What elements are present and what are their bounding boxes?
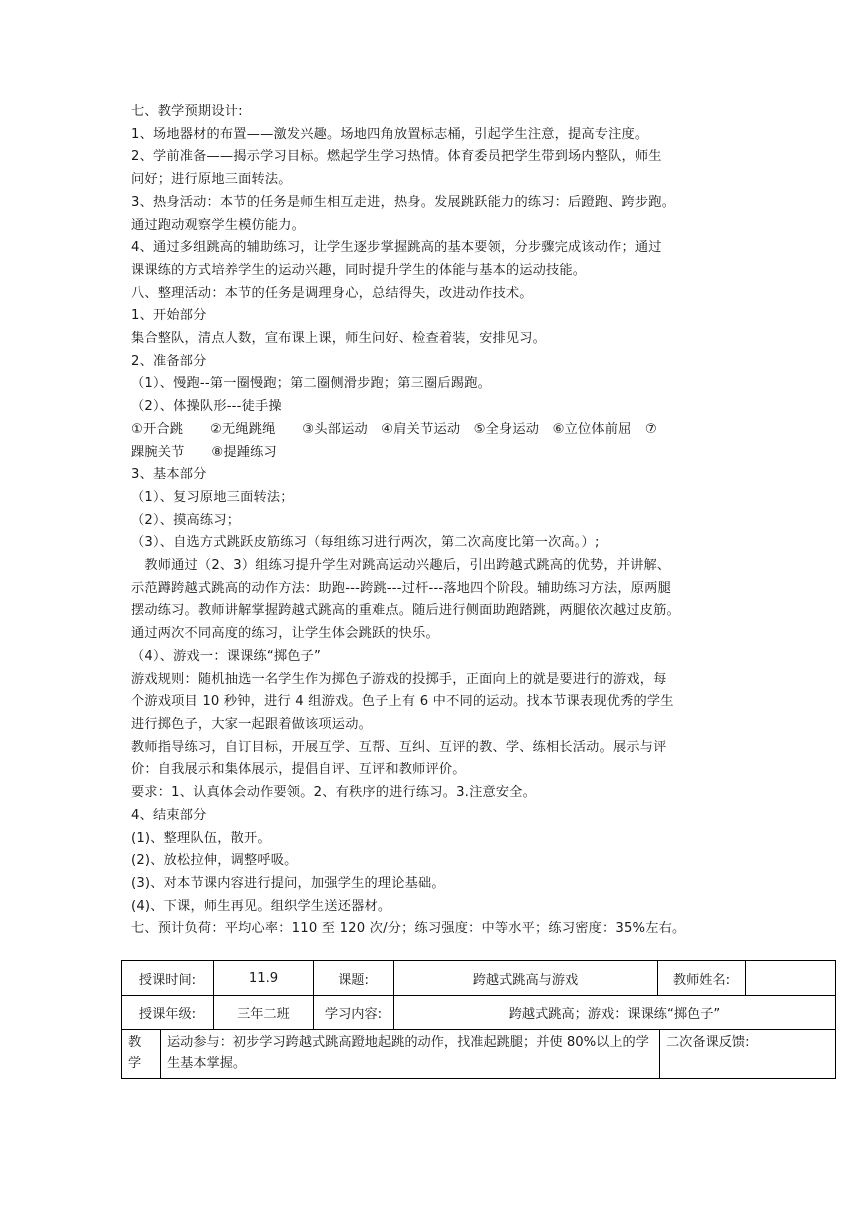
teacher-label: 教师姓名: <box>658 961 746 996</box>
text-line: 进行掷色子，大家一起跟着做该项运动。 <box>131 716 372 732</box>
text-line: （4）、游戏一：课课练“掷色子” <box>131 648 322 664</box>
text-line: (4)、下课，师生再见。组织学生送还器材。 <box>131 898 392 914</box>
lesson-info-table <box>121 960 836 1079</box>
text-line: 教师指导练习，自订目标，开展互学、互帮、互纠、互评的教、学、练相长活动。展示与评 <box>131 739 667 755</box>
text-line: 4、结束部分 <box>131 807 207 823</box>
content-value: 跨越式跳高；游戏：课课练“掷色子” <box>394 996 836 1030</box>
text-line: 3、热身活动：本节的任务是师生相互走进，热身。发展跳跃能力的练习：后蹬跑、跨步跑。 <box>131 194 676 210</box>
text-line: 要求：1、认真体会动作要领。2、有秩序的进行练习。3.注意安全。 <box>131 785 537 801</box>
text-line: 摆动练习。教师讲解掌握跨越式跳高的重难点。随后进行侧面助跑踏跳，两腿依次越过皮筋。 <box>131 603 680 619</box>
text-line: （2）、摸高练习； <box>131 512 241 528</box>
text-line: 七、预计负荷：平均心率：110 至 120 次/分；练习强度：中等水平；练习密度：35%左右。 <box>131 921 686 937</box>
text-line: 踝腕关节 ⑧提踵练习 <box>131 444 277 460</box>
text-line: （3）、自选方式跳跃皮筋练习（每组练习进行两次，第二次高度比第一次高。）; <box>131 535 600 551</box>
text-line: （2）、体操队形---徒手操 <box>131 399 282 415</box>
text-line: 七、教学预期设计: <box>131 104 243 119</box>
grade-value: 三年二班 <box>214 996 314 1030</box>
lesson-plan-text <box>131 101 781 941</box>
time-value: 11.9 <box>214 961 314 996</box>
text-line: 八、整理活动：本节的任务是调理身心，总结得失，改进动作技术。 <box>131 285 533 301</box>
text-line: (2)、放松拉伸，调整呼吸。 <box>131 853 298 869</box>
content-label: 学习内容: <box>314 996 394 1030</box>
text-line: (1)、整理队伍，散开。 <box>131 830 271 846</box>
text-line: 2、准备部分 <box>131 353 207 369</box>
text-line: 教师通过（2、3）组练习提升学生对跳高运动兴趣后，引出跨越式跳高的优势，并讲解、 <box>131 558 671 574</box>
feedback-label: 二次备课反馈: <box>666 1035 750 1050</box>
topic-label: 课题: <box>314 961 394 996</box>
topic-value: 跨越式跳高与游戏 <box>394 961 658 996</box>
text-line: ①开合跳 ②无绳跳绳 ③头部运动 ④肩关节运动 ⑤全身运动 ⑥立位体前屈 ⑦ <box>131 421 657 437</box>
text-line: 示范蹲跨越式跳高的动作方法：助跑---跨跳---过杆---落地四个阶段。辅助练习方法，原两腿 <box>131 580 671 596</box>
text-line: 1、开始部分 <box>131 308 207 324</box>
text-line: 价：自我展示和集体展示，提倡自评、互评和教师评价。 <box>131 762 466 778</box>
text-line: 3、基本部分 <box>131 467 207 483</box>
text-line: 2、学前准备——揭示学习目标。燃起学生学习热情。体育委员把学生带到场内整队，师生 <box>131 149 662 165</box>
grade-label: 授课年级: <box>122 996 214 1030</box>
text-line: （1）、复习原地三面转法； <box>131 489 294 505</box>
text-line: (3)、对本节课内容进行提问，加强学生的理论基础。 <box>131 875 445 891</box>
goal-label: 教学 <box>122 1030 161 1078</box>
text-line: （1）、慢跑--第一圈慢跑；第二圈侧滑步跑；第三圈后踢跑。 <box>131 376 491 392</box>
time-label: 授课时间: <box>122 961 214 996</box>
text-line: 课课练的方式培养学生的运动兴趣，同时提升学生的体能与基本的运动技能。 <box>131 262 587 278</box>
teacher-value <box>746 961 836 996</box>
goal-value: 运动参与：初步学习跨越式跳高蹬地起跳的动作，找准起跳腿；并使 80%以上的学生基本掌握。 <box>161 1030 660 1078</box>
text-line: 通过跑动观察学生模仿能力。 <box>131 217 306 233</box>
text-line: 游戏规则：随机抽选一名学生作为掷色子游戏的投掷手，正面向上的就是要进行的游戏，每 <box>131 671 667 687</box>
text-line: 个游戏项目 10 秒钟，进行 4 组游戏。色子上有 6 中不同的运动。找本节课表现优秀的学生 <box>131 694 674 710</box>
text-line: 4、通过多组跳高的辅助练习，让学生逐步掌握跳高的基本要领，分步骤完成该动作；通过 <box>131 240 662 256</box>
text-line: 集合整队，清点人数，宣布课上课，师生问好、检查着装，安排见习。 <box>131 331 547 347</box>
text-line: 问好；进行原地三面转法。 <box>131 172 292 188</box>
text-line: 1、场地器材的布置——激发兴趣。场地四角放置标志桶，引起学生注意，提高专注度。 <box>131 126 649 142</box>
text-line: 通过两次不同高度的练习，让学生体会跳跃的快乐。 <box>131 626 439 642</box>
